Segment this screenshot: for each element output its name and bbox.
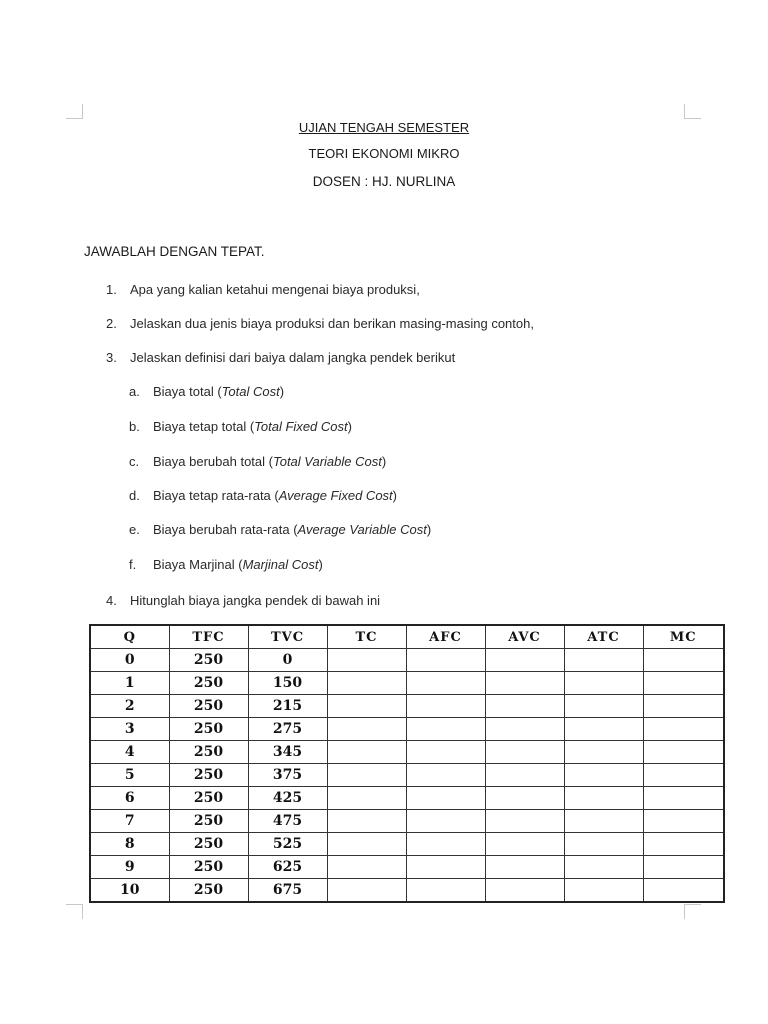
- cell-q: 7: [90, 810, 169, 833]
- subitem-letter: c.: [129, 454, 140, 469]
- subitem-letter: d.: [129, 488, 140, 503]
- cell-atc: [564, 833, 643, 856]
- table-row: [90, 672, 724, 695]
- subitem-term: Total Fixed Cost: [254, 419, 348, 434]
- cell-tvc: 0: [248, 649, 327, 672]
- column-header-afc: AFC: [406, 625, 485, 649]
- table-row: [90, 856, 724, 879]
- crop-mark-bottom-right: [684, 904, 701, 919]
- subitem-close: ): [279, 384, 285, 399]
- course-title: TEORI EKONOMI MIKRO: [308, 146, 460, 161]
- column-header-tc: TC: [327, 625, 406, 649]
- subitem-f: [129, 557, 323, 572]
- subitem-close: ): [381, 454, 387, 469]
- subitem-text: Biaya berubah total (: [153, 454, 273, 469]
- column-header-q: Q: [90, 625, 169, 649]
- cell-tfc: 250: [169, 741, 248, 764]
- cell-tfc: 250: [169, 787, 248, 810]
- subitem-text: Biaya tetap total (: [153, 419, 255, 434]
- cell-tc: [327, 810, 406, 833]
- table-row: [90, 833, 724, 856]
- cell-avc: [485, 672, 564, 695]
- cell-afc: [406, 718, 485, 741]
- cell-tc: [327, 833, 406, 856]
- subitem-close: ): [426, 522, 432, 537]
- table-header-row: [90, 625, 724, 649]
- subitem-e: [129, 522, 431, 537]
- subitem-letter: f.: [129, 557, 137, 572]
- cell-mc: [643, 879, 724, 903]
- cell-q: 4: [90, 741, 169, 764]
- cell-tvc: 150: [248, 672, 327, 695]
- column-header-mc: MC: [643, 625, 724, 649]
- question-4: [106, 593, 380, 608]
- cost-table: [89, 624, 725, 903]
- cell-tc: [327, 764, 406, 787]
- cell-atc: [564, 718, 643, 741]
- subitem-text: Biaya berubah rata-rata (: [153, 522, 298, 537]
- cell-tfc: 250: [169, 649, 248, 672]
- cell-tc: [327, 718, 406, 741]
- cell-mc: [643, 741, 724, 764]
- crop-mark-top-right: [684, 104, 701, 119]
- cell-q: 3: [90, 718, 169, 741]
- cell-atc: [564, 672, 643, 695]
- table-row: [90, 741, 724, 764]
- subitem-term: Marjinal Cost: [242, 557, 319, 572]
- cell-q: 9: [90, 856, 169, 879]
- subitem-term: Average Variable Cost: [297, 522, 427, 537]
- question-text: Jelaskan dua jenis biaya produksi dan berikan masing-masing contoh,: [130, 316, 534, 331]
- column-header-atc: ATC: [564, 625, 643, 649]
- cell-tfc: 250: [169, 833, 248, 856]
- cell-afc: [406, 787, 485, 810]
- cell-afc: [406, 810, 485, 833]
- column-header-tfc: TFC: [169, 625, 248, 649]
- cell-tfc: 250: [169, 810, 248, 833]
- cell-mc: [643, 649, 724, 672]
- cell-mc: [643, 695, 724, 718]
- cell-tvc: 625: [248, 856, 327, 879]
- question-number: 2.: [106, 316, 117, 331]
- cell-avc: [485, 649, 564, 672]
- cell-atc: [564, 787, 643, 810]
- cell-tfc: 250: [169, 879, 248, 903]
- subitem-b: [129, 419, 352, 434]
- cell-tfc: 250: [169, 695, 248, 718]
- cell-atc: [564, 856, 643, 879]
- question-number: 1.: [106, 282, 117, 297]
- cell-afc: [406, 879, 485, 903]
- question-2: [106, 316, 534, 331]
- cell-q: 8: [90, 833, 169, 856]
- cell-mc: [643, 810, 724, 833]
- cell-tvc: 425: [248, 787, 327, 810]
- cell-tc: [327, 787, 406, 810]
- table-row: [90, 787, 724, 810]
- cell-avc: [485, 695, 564, 718]
- cell-mc: [643, 787, 724, 810]
- instruction: JAWABLAH DENGAN TEPAT.: [84, 244, 265, 259]
- table-row: [90, 879, 724, 903]
- cell-mc: [643, 718, 724, 741]
- question-number: 3.: [106, 350, 117, 365]
- crop-mark-bottom-left: [66, 904, 83, 919]
- cell-tc: [327, 879, 406, 903]
- subitem-close: ): [318, 557, 323, 572]
- crop-mark-top-left: [66, 104, 83, 119]
- cell-mc: [643, 856, 724, 879]
- cell-q: 1: [90, 672, 169, 695]
- subitem-text: Biaya total (: [153, 384, 222, 399]
- subitem-term: Total Variable Cost: [272, 454, 382, 469]
- cell-avc: [485, 833, 564, 856]
- subitem-close: ): [392, 488, 398, 503]
- cell-avc: [485, 764, 564, 787]
- cell-tvc: 475: [248, 810, 327, 833]
- cell-tfc: 250: [169, 718, 248, 741]
- cell-tc: [327, 695, 406, 718]
- table-row: [90, 695, 724, 718]
- cell-tc: [327, 672, 406, 695]
- cell-tvc: 525: [248, 833, 327, 856]
- table-row: [90, 810, 724, 833]
- cell-q: 0: [90, 649, 169, 672]
- question-1: [106, 282, 420, 297]
- cell-q: 2: [90, 695, 169, 718]
- question-text: Apa yang kalian ketahui mengenai biaya produksi,: [130, 282, 420, 297]
- cell-afc: [406, 741, 485, 764]
- subitem-close: ): [347, 419, 352, 434]
- lecturer-name: DOSEN : HJ. NURLINA: [312, 174, 456, 189]
- cell-mc: [643, 672, 724, 695]
- cell-atc: [564, 764, 643, 787]
- cell-tvc: 375: [248, 764, 327, 787]
- cell-tvc: 215: [248, 695, 327, 718]
- subitem-d: [129, 488, 397, 503]
- column-header-tvc: TVC: [248, 625, 327, 649]
- cell-tc: [327, 741, 406, 764]
- table-row: [90, 649, 724, 672]
- question-3: [106, 350, 455, 365]
- exam-title: UJIAN TENGAH SEMESTER: [298, 120, 470, 135]
- cell-tfc: 250: [169, 764, 248, 787]
- cell-atc: [564, 810, 643, 833]
- cell-atc: [564, 695, 643, 718]
- column-header-avc: AVC: [485, 625, 564, 649]
- cell-q: 5: [90, 764, 169, 787]
- cell-tvc: 275: [248, 718, 327, 741]
- cell-tc: [327, 856, 406, 879]
- question-number: 4.: [106, 593, 117, 608]
- question-text: Hitunglah biaya jangka pendek di bawah ini: [130, 593, 381, 608]
- question-text: Jelaskan definisi dari baiya dalam jangka pendek berikut: [130, 350, 456, 365]
- cell-avc: [485, 810, 564, 833]
- cell-atc: [564, 879, 643, 903]
- subitem-a: [129, 384, 284, 399]
- subitem-letter: a.: [129, 384, 140, 399]
- cell-afc: [406, 856, 485, 879]
- subitem-text: Biaya tetap rata-rata (: [153, 488, 279, 503]
- cell-afc: [406, 672, 485, 695]
- table-row: [90, 764, 724, 787]
- subitem-text: Biaya Marjinal (: [153, 557, 243, 572]
- cell-mc: [643, 833, 724, 856]
- cell-mc: [643, 764, 724, 787]
- cell-avc: [485, 856, 564, 879]
- cell-tc: [327, 649, 406, 672]
- subitem-term: Average Fixed Cost: [278, 488, 393, 503]
- cell-tfc: 250: [169, 672, 248, 695]
- cell-tfc: 250: [169, 856, 248, 879]
- subitem-letter: b.: [129, 419, 140, 434]
- subitem-c: [129, 454, 386, 469]
- cell-afc: [406, 695, 485, 718]
- table-row: [90, 718, 724, 741]
- cell-afc: [406, 764, 485, 787]
- cell-atc: [564, 741, 643, 764]
- cell-q: 10: [90, 879, 169, 903]
- subitem-term: Total Cost: [221, 384, 280, 399]
- cell-tvc: 345: [248, 741, 327, 764]
- cell-q: 6: [90, 787, 169, 810]
- cell-afc: [406, 833, 485, 856]
- cell-tvc: 675: [248, 879, 327, 903]
- cell-avc: [485, 787, 564, 810]
- cell-avc: [485, 741, 564, 764]
- subitem-letter: e.: [129, 522, 140, 537]
- cell-afc: [406, 649, 485, 672]
- cell-avc: [485, 879, 564, 903]
- cell-atc: [564, 649, 643, 672]
- cell-avc: [485, 718, 564, 741]
